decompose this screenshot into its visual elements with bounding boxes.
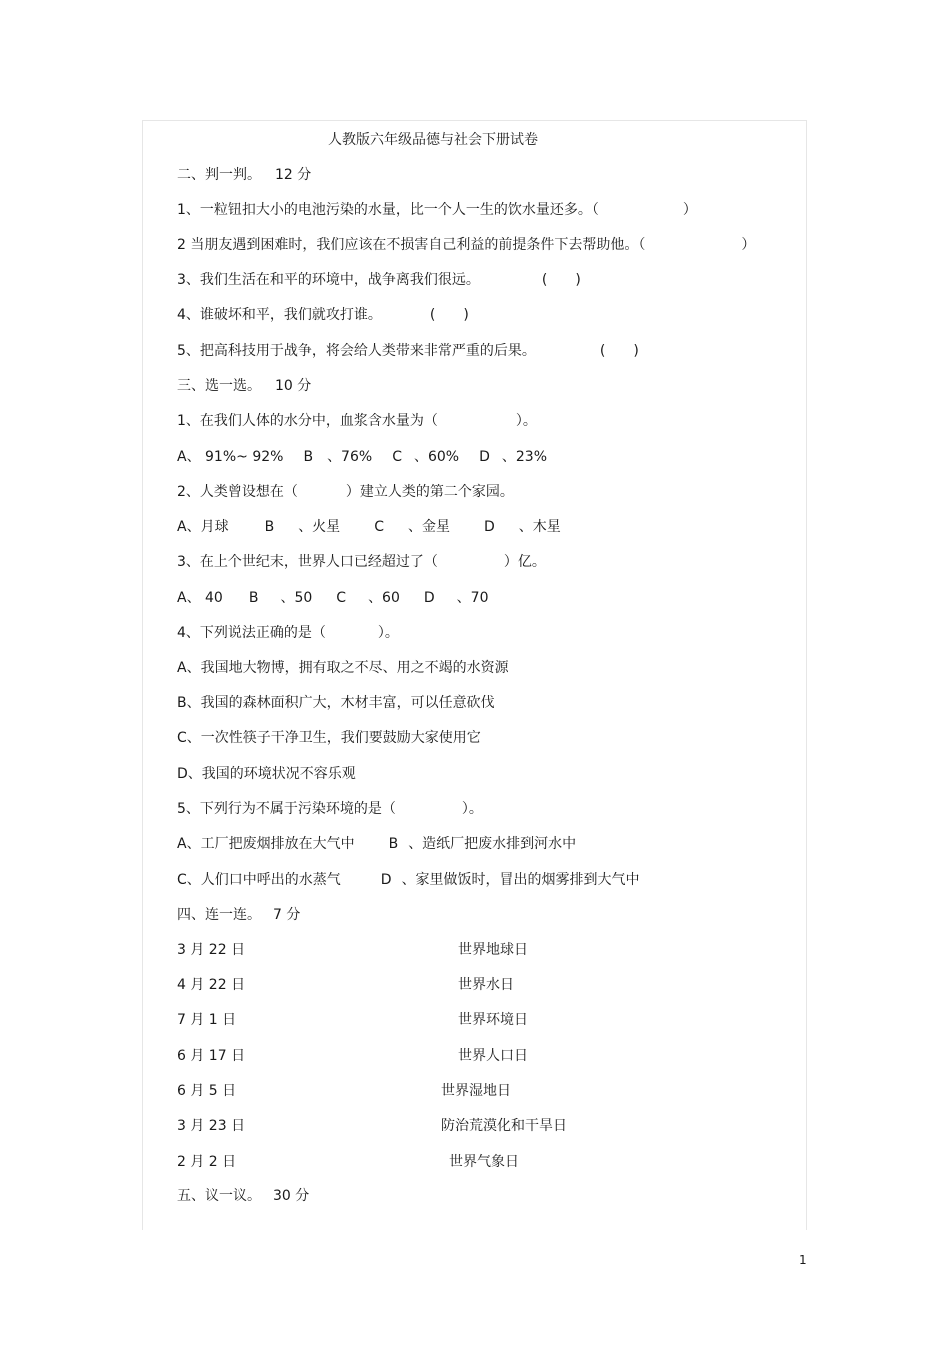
section5-score: 30 分 [273, 1188, 310, 1204]
match-day-5: 世界湿地日 [441, 1083, 511, 1099]
option-a: A、 91%~ 92% [177, 449, 284, 465]
section3-q4-option-c: C、一次性筷子干净卫生，我们要鼓励大家使用它 [177, 730, 481, 746]
section3-q3-stem-end: ）亿。 [503, 554, 546, 570]
option-b-letter: B [248, 590, 259, 606]
option-b: 、火星 [298, 519, 341, 535]
option-c: 、60 [368, 590, 400, 606]
section3-q4-option-b: B、我国的森林面积广大，木材丰富，可以任意砍伐 [177, 695, 495, 711]
section3-q1-stem [177, 412, 537, 430]
section3-q5-stem-text: 5、下列行为不属于污染环境的是（ [177, 801, 396, 817]
option-a: A、工厂把废烟排放在大气中 [177, 836, 355, 852]
section3-q4-stem-text: 4、下列说法正确的是（ [177, 625, 326, 641]
section2-q5 [177, 342, 639, 360]
match-date-2: 4 月 22 日 [177, 977, 246, 993]
section3-heading [177, 377, 311, 395]
section3-q3-stem [177, 553, 546, 571]
section3-q4-stem-end: ）。 [377, 625, 399, 641]
match-day-7: 世界气象日 [449, 1154, 519, 1170]
option-b-letter: B [264, 519, 275, 535]
section3-q3-stem-text: 3、在上个世纪末，世界人口已经超过了（ [177, 554, 438, 570]
section3-q4-stem [177, 624, 399, 642]
match-date-1: 3 月 22 日 [177, 942, 246, 958]
section5-heading [177, 1187, 309, 1205]
document-title: 人教版六年级品德与社会下册试卷 [328, 132, 538, 148]
section3-q2-stem-text: 2、人类曾设想在（ [177, 484, 298, 500]
section2-heading [177, 166, 311, 184]
section3-q2-options [177, 518, 561, 536]
section2-q1-close: ） [682, 202, 697, 218]
match-date-6: 3 月 23 日 [177, 1118, 246, 1134]
match-day-6: 防治荒漠化和干旱日 [441, 1118, 567, 1134]
option-c: 、金星 [407, 519, 450, 535]
option-d: 、70 [456, 590, 489, 606]
option-d-letter: D [423, 590, 435, 606]
section2-q2-text: 2 当朋友遇到困难时，我们应该在不损害自己利益的前提条件下去帮助他。（ [177, 237, 646, 253]
section2-score: 12 分 [275, 167, 312, 183]
match-day-2: 世界水日 [458, 977, 514, 993]
section3-q2-stem-end: ）建立人类的第二个家园。 [345, 484, 514, 500]
section2-q1 [177, 201, 697, 219]
section2-q4 [177, 306, 469, 324]
match-date-4: 6 月 17 日 [177, 1048, 246, 1064]
section3-q5-stem-end: ）。 [461, 801, 483, 817]
section3-q1-options [177, 448, 547, 466]
match-day-1: 世界地球日 [458, 942, 528, 958]
option-a: A、 40 [177, 590, 223, 606]
section3-q1-stem-end: ）。 [515, 413, 537, 429]
section5-heading-text: 五、议一议。 [177, 1188, 261, 1204]
option-b-letter: B [388, 836, 399, 852]
section2-q3 [177, 271, 581, 289]
section3-q5-options-ab [177, 835, 576, 853]
section2-q2-close: ） [741, 237, 756, 253]
section2-q3-text: 3、我们生活在和平的环境中，战争离我们很远。 [177, 272, 480, 288]
option-c-letter: C [392, 449, 402, 465]
option-d: 、23% [501, 449, 547, 465]
section2-q1-text: 1、一粒钮扣大小的电池污染的水量，比一个人一生的饮水量还多。（ [177, 202, 599, 218]
page-number: 1 [799, 1253, 807, 1267]
section3-q1-stem-text: 1、在我们人体的水分中，血浆含水量为（ [177, 413, 438, 429]
option-d-letter: D [479, 449, 490, 465]
section3-q5-options-cd [177, 871, 640, 889]
section3-score: 10 分 [275, 378, 312, 394]
section2-q3-blank: ( ) [541, 272, 581, 288]
option-d-letter: D [380, 872, 392, 888]
option-c: 、60% [413, 449, 460, 465]
match-date-5: 6 月 5 日 [177, 1083, 237, 1099]
section2-q4-blank: ( ) [429, 307, 469, 323]
match-day-4: 世界人口日 [458, 1048, 528, 1064]
section4-heading [177, 906, 300, 924]
section2-q5-blank: ( ) [599, 343, 639, 359]
match-date-3: 7 月 1 日 [177, 1012, 237, 1028]
option-d-letter: D [483, 519, 495, 535]
option-b: 、76% [327, 449, 373, 465]
section2-q5-text: 5、把高科技用于战争，将会给人类带来非常严重的后果。 [177, 343, 536, 359]
section3-q2-stem [177, 483, 514, 501]
section4-heading-text: 四、连一连。 [177, 907, 261, 923]
section3-q4-option-d: D、我国的环境状况不容乐观 [177, 766, 356, 782]
section2-q2 [177, 236, 755, 254]
section4-score: 7 分 [273, 907, 301, 923]
section2-q4-text: 4、谁破坏和平，我们就攻打谁。 [177, 307, 382, 323]
match-day-3: 世界环境日 [458, 1012, 528, 1028]
option-c-letter: C [374, 519, 384, 535]
option-b: 、50 [280, 590, 313, 606]
section3-q4-option-a: A、我国地大物博，拥有取之不尽、用之不竭的水资源 [177, 660, 509, 676]
section3-q3-options [177, 589, 489, 607]
match-date-7: 2 月 2 日 [177, 1154, 237, 1170]
option-b-letter: B [303, 449, 314, 465]
option-b: 、造纸厂把废水排到河水中 [408, 836, 577, 852]
option-a: A、月球 [177, 519, 229, 535]
option-c: C、人们口中呼出的水蒸气 [177, 872, 341, 888]
section3-heading-text: 三、选一选。 [177, 378, 261, 394]
option-d: 、木星 [518, 519, 561, 535]
section2-heading-text: 二、判一判。 [177, 167, 261, 183]
option-d: 、家里做饭时，冒出的烟雾排到大气中 [401, 872, 640, 888]
option-c-letter: C [336, 590, 347, 606]
section3-q5-stem [177, 800, 483, 818]
